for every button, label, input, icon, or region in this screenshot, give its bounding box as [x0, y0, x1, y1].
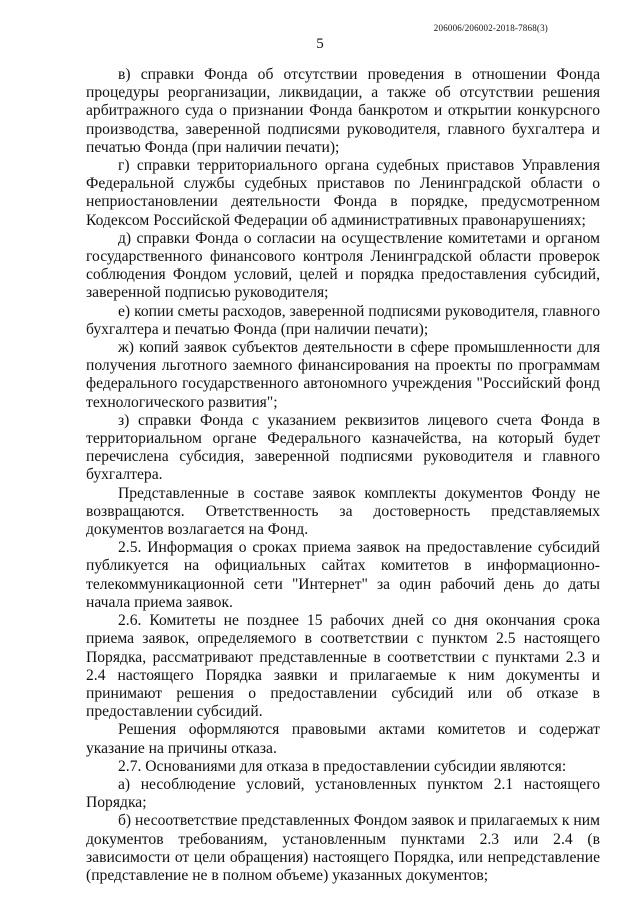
paragraph-e: е) копии сметы расходов, заверенной подписями руководителя, главного бухгалтера и печатью Фонда (при наличии печати);: [86, 302, 600, 338]
paragraph-d: д) справки Фонда о согласии на осуществление комитетами и органом государственного финансового контроля Ленинградской области проверок соблюдения Фондом условий, целей и порядка предоставления субсидий, заверенной подписью руководителя;: [86, 229, 600, 302]
page-number: 5: [316, 36, 324, 52]
paragraph-2-5: 2.5. Информация о сроках приема заявок на предоставление субсидий публикуется на официальных сайтах комитетов в информационно-телекоммуникационной сети "Интернет" за один рабочий день до даты начала приема заявок.: [86, 539, 600, 611]
paragraph-2-6: 2.6. Комитеты не позднее 15 рабочих дней со дня окончания срока приема заявок, определяемого в соответствии с пунктом 2.5 настоящего Порядка, рассматривают представленные в соответствии с пунктами 2.3 и 2.4 настоящего Порядка заявки и прилагаемые к ним документы и принимают решения о предоставлении субсидий или об отказе в предоставлении субсидий.: [86, 612, 600, 721]
paragraph-z: з) справки Фонда с указанием реквизитов лицевого счета Фонда в территориальном органе Федерального казначейства, на который будет перечислена субсидия, заверенной подписями руководителя и главного бухгалтера.: [86, 411, 600, 484]
document-body: [86, 66, 600, 885]
paragraph-zh: ж) копий заявок субъектов деятельности в сфере промышленности для получения льготного заемного финансирования на проекты по программам федерального государственного автономного учреждения "Российский фонд технологического развития";: [86, 339, 600, 411]
document-id: 206006/206002-2018-7868(3): [433, 23, 548, 33]
paragraph-v: в) справки Фонда об отсутствии проведения в отношении Фонда процедуры реорганизации, ликвидации, а также об отсутствии решения арбитражного суда о признании Фонда банкротом и открытии конкурсного производства, заверенной подписями руководителя, главного бухгалтера и печатью Фонда (при наличии печати);: [86, 66, 600, 156]
paragraph-decisions: Решения оформляются правовыми актами комитетов и содержат указание на причины отказа.: [86, 721, 600, 757]
paragraph-a: а) несоблюдение условий, установленных пунктом 2.1 настоящего Порядка;: [86, 775, 600, 812]
paragraph-b: б) несоответствие представленных Фондом заявок и прилагаемых к ним документов требованиям, установленным пунктами 2.3 или 2.4 (в зависимости от цели обращения) настоящего Порядка, или непредставление (представление не в полном объеме) указанных документов;: [86, 812, 600, 884]
paragraph-documents-not-returned: Представленные в составе заявок комплекты документов Фонду не возвращаются. Ответственность за достоверность представляемых документов возлагается на Фонд.: [86, 484, 600, 539]
paragraph-2-7: 2.7. Основаниями для отказа в предоставлении субсидии являются:: [118, 757, 567, 775]
paragraph-g: г) справки территориального органа судебных приставов Управления Федеральной службы судебных приставов по Ленинградской области о неприостановлении деятельности Фонда в порядке, предусмотренном Кодексом Российской Федерации об административных правонарушениях;: [86, 157, 600, 229]
